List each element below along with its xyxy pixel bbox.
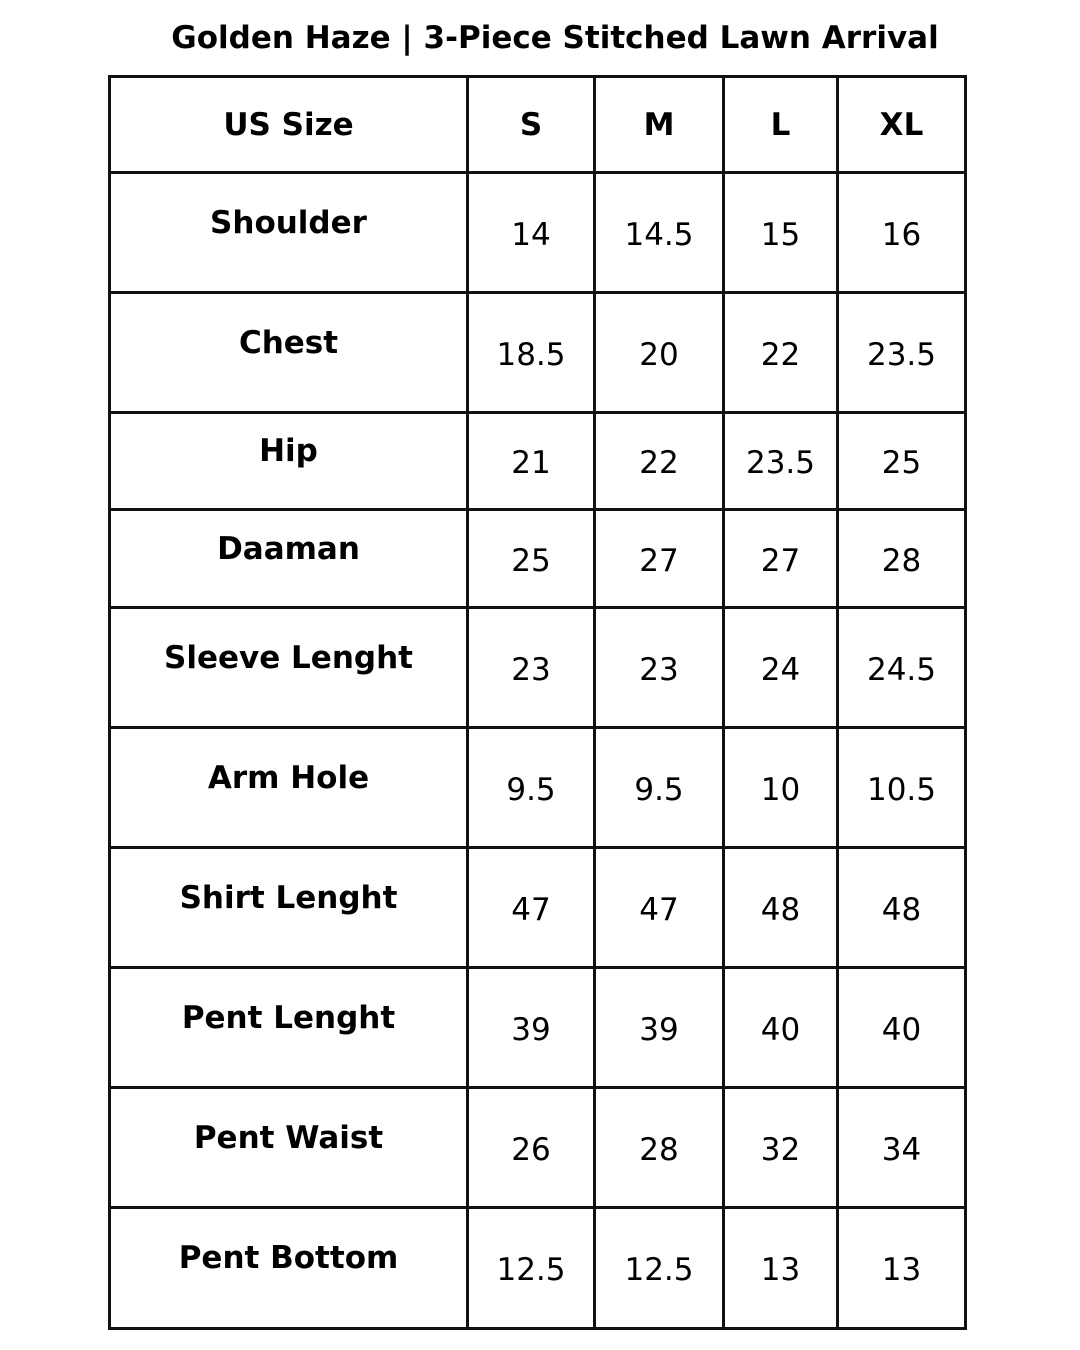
table-cell: 20 — [595, 293, 724, 413]
size-chart-table — [108, 75, 967, 1330]
table-row — [110, 728, 966, 848]
table-cell: 14.5 — [595, 173, 724, 293]
header-cell-s: S — [468, 77, 595, 173]
table-row — [110, 293, 966, 413]
table-cell: 47 — [595, 848, 724, 968]
table-cell: 39 — [468, 968, 595, 1088]
table-row — [110, 1088, 966, 1208]
row-label: Hip — [110, 413, 468, 510]
table-row — [110, 510, 966, 608]
chart-title: Golden Haze | 3-Piece Stitched Lawn Arrival — [171, 20, 939, 56]
row-label: Shoulder — [110, 173, 468, 293]
table-cell: 13 — [838, 1208, 966, 1329]
table-cell: 47 — [468, 848, 595, 968]
table-cell: 28 — [838, 510, 966, 608]
table-row — [110, 1208, 966, 1329]
table-cell: 40 — [724, 968, 838, 1088]
table-cell: 14 — [468, 173, 595, 293]
table-row — [110, 413, 966, 510]
table-row — [110, 608, 966, 728]
table-cell: 40 — [838, 968, 966, 1088]
header-cell-us-size: US Size — [110, 77, 468, 173]
table-cell: 39 — [595, 968, 724, 1088]
row-label: Sleeve Lenght — [110, 608, 468, 728]
row-label: Pent Bottom — [110, 1208, 468, 1329]
row-label: Daaman — [110, 510, 468, 608]
header-cell-xl: XL — [838, 77, 966, 173]
row-label: Pent Lenght — [110, 968, 468, 1088]
table-cell: 24.5 — [838, 608, 966, 728]
header-cell-m: M — [595, 77, 724, 173]
table-cell: 22 — [595, 413, 724, 510]
table-cell: 12.5 — [468, 1208, 595, 1329]
table-row — [110, 848, 966, 968]
header-row — [110, 77, 966, 173]
table-cell: 22 — [724, 293, 838, 413]
table-cell: 32 — [724, 1088, 838, 1208]
table-cell: 10 — [724, 728, 838, 848]
table-cell: 23 — [595, 608, 724, 728]
table-cell: 16 — [838, 173, 966, 293]
row-label: Shirt Lenght — [110, 848, 468, 968]
table-cell: 12.5 — [595, 1208, 724, 1329]
table-cell: 27 — [724, 510, 838, 608]
row-label: Chest — [110, 293, 468, 413]
table-cell: 10.5 — [838, 728, 966, 848]
row-label: Arm Hole — [110, 728, 468, 848]
table-cell: 26 — [468, 1088, 595, 1208]
table-cell: 48 — [838, 848, 966, 968]
row-label: Pent Waist — [110, 1088, 468, 1208]
table-cell: 21 — [468, 413, 595, 510]
table-cell: 27 — [595, 510, 724, 608]
table-cell: 25 — [838, 413, 966, 510]
header-cell-l: L — [724, 77, 838, 173]
table-cell: 9.5 — [468, 728, 595, 848]
table-cell: 28 — [595, 1088, 724, 1208]
table-cell: 18.5 — [468, 293, 595, 413]
table-row — [110, 173, 966, 293]
table-cell: 9.5 — [595, 728, 724, 848]
table-cell: 23 — [468, 608, 595, 728]
table-cell: 23.5 — [724, 413, 838, 510]
table-cell: 48 — [724, 848, 838, 968]
table-cell: 24 — [724, 608, 838, 728]
table-cell: 13 — [724, 1208, 838, 1329]
table-cell: 15 — [724, 173, 838, 293]
table-cell: 25 — [468, 510, 595, 608]
table-cell: 34 — [838, 1088, 966, 1208]
table-row — [110, 968, 966, 1088]
table-cell: 23.5 — [838, 293, 966, 413]
